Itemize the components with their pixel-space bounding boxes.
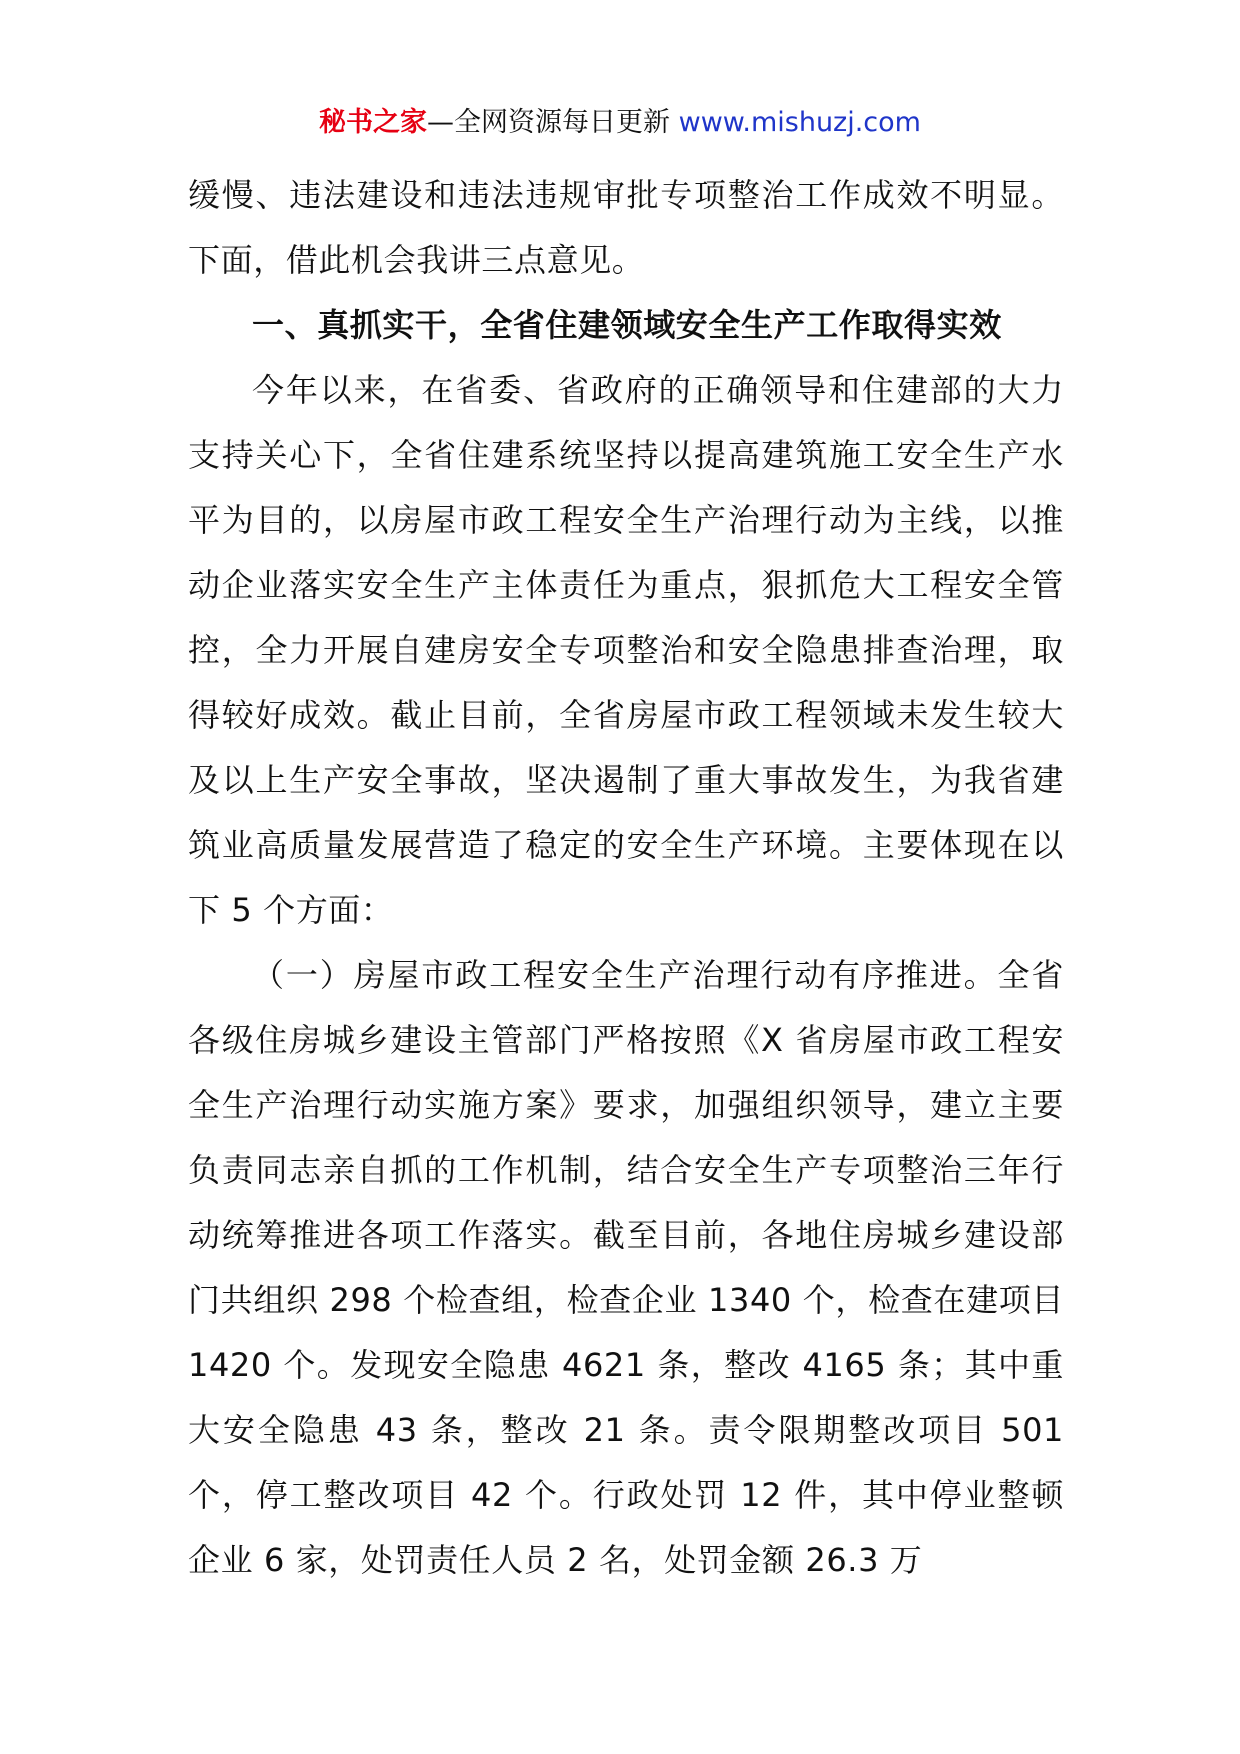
paragraph-continued: 缓慢、违法建设和违法违规审批专项整治工作成效不明显。下面，借此机会我讲三点意见。 [188, 176, 1064, 279]
brand-name: 秘书之家 [319, 107, 428, 138]
paragraph: 今年以来，在省委、省政府的正确领导和住建部的大力支持关心下，全省住建系统坚持以提高建筑施工安全生产水平为目的，以房屋市政工程安全生产治理行动为主线，以推动企业落实安全生产主体责任为重点，狠抓危大工程安全管控，全力开展自建房安全专项整治和安全隐患排查治理，取得较好成效。截止目前，全省房屋市政工程领域未发生较大及以上生产安全事故，坚决遏制了重大事故发生，为我省建筑业高质量发展营造了稳定的安全生产环境。主要体现在以下 5 个方面： [188, 371, 1064, 929]
site-banner [0, 103, 1240, 143]
paragraph: （一）房屋市政工程安全生产治理行动有序推进。全省各级住房城乡建设主管部门严格按照《X 省房屋市政工程安全生产治理行动实施方案》要求，加强组织领导，建立主要负责同志亲自抓的工作机制，结合安全生产专项整治三年行动统筹推进各项工作落实。截至目前，各地住房城乡建设部门共组织 298 个检查组，检查企业 1340 个，检查在建项目 1420 个。发现安全隐患 4621 条，整改 4165 条；其中重大安全隐患 43 条，整改 21 条。责令限期整改项目 501 个，停工整改项目 42 个。行政处罚 12 件，其中停业整顿企业 6 家，处罚责任人员 2 名，处罚金额 26.3 万 [188, 956, 1064, 1579]
banner-url-link[interactable]: www.mishuzj.com [678, 107, 921, 138]
section-heading: 一、真抓实干，全省住建领域安全生产工作取得实效 [252, 306, 1002, 344]
banner-tagline: —全网资源每日更新 [427, 107, 679, 138]
document-body [188, 163, 1064, 1593]
